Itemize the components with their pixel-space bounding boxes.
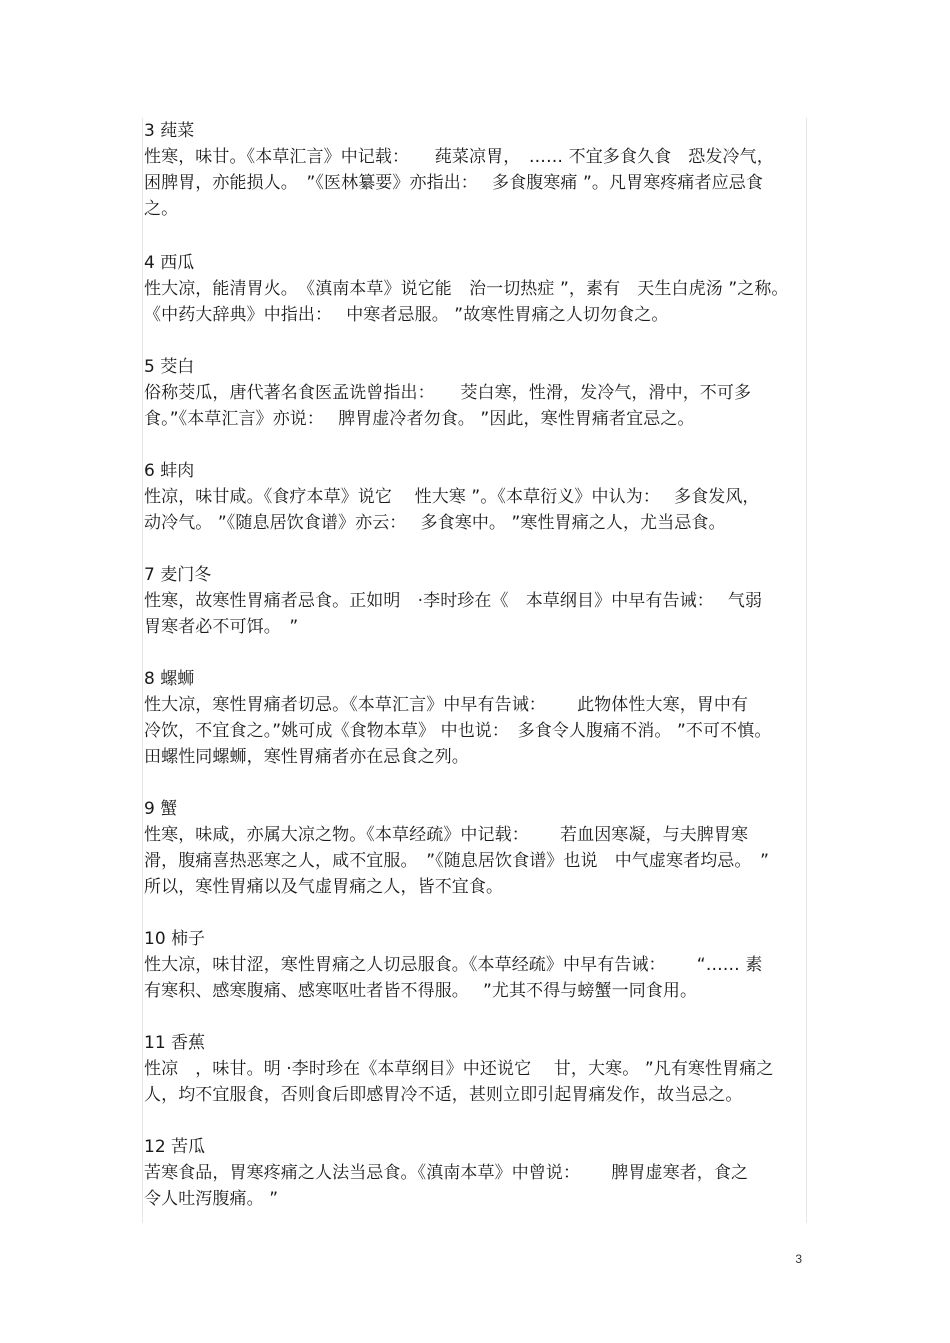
entry-line: 胃寒者必不可饵。 ” xyxy=(144,617,299,637)
entry-line: 性寒，故寒性胃痛者忌食。正如明 ·李时珍在《 本草纲目》中早有告诫： 气弱 xyxy=(144,591,763,611)
entry-line: 性凉 ，味甘。明 ·李时珍在《本草纲目》中还说它 甘，大寒。 ”凡有寒性胃痛之 xyxy=(144,1059,774,1079)
entry-line: 滑，腹痛喜热恶寒之人，咸不宜服。 ”《随息居饮食谱》也说 中气虚寒者均忌。 ” xyxy=(144,851,770,871)
entry-line: 性寒，味甘。《本草汇言》中记载： 莼菜凉胃， …… 不宜多食久食 恐发冷气， xyxy=(144,147,774,167)
entry-title: 3 莼菜 xyxy=(144,121,195,141)
entry-title: 11 香蕉 xyxy=(144,1033,206,1053)
entry-line: 令人吐泻腹痛。 ” xyxy=(144,1189,279,1209)
entry-line: 所以，寒性胃痛以及气虚胃痛之人，皆不宜食。 xyxy=(144,877,504,897)
entry-title: 7 麦门冬 xyxy=(144,565,212,585)
entry-line: 性大凉，能清胃火。 《滇南本草》说它能 治一切热症 ”，素有 天生白虎汤 ”之称。 xyxy=(144,279,789,299)
entry-line: 《中药大辞典》中指出： 中寒者忌服。 ”故寒性胃痛之人切勿食之。 xyxy=(144,305,669,325)
page-number: 3 xyxy=(795,1252,802,1266)
entry-line: 人，均不宜服食，否则食后即感胃冷不适，甚则立即引起胃痛发作，故当忌之。 xyxy=(144,1085,743,1105)
entry-line: 性寒，味咸，亦属大凉之物。《本草经疏》中记载： 若血因寒凝，与夫脾胃寒 xyxy=(144,825,749,845)
entry-line: 俗称茭瓜，唐代著名食医孟诜曾指出： 茭白寒，性滑，发冷气，滑中，不可多 xyxy=(144,383,752,403)
entry-line: 田螺性同螺蛳，寒性胃痛者亦在忌食之列。 xyxy=(144,747,469,767)
entry-line: 冷饮，不宜食之。”姚可成《食物本草》 中也说： 多食令人腹痛不消。 ”不可不慎。 xyxy=(144,721,772,741)
entry-title: 8 螺蛳 xyxy=(144,669,195,689)
entry-7 xyxy=(144,562,808,640)
entry-6 xyxy=(144,458,808,536)
entry-line: 有寒积、感寒腹痛、感寒呕吐者皆不得服。 ”尤其不得与螃蟹一同食用。 xyxy=(144,981,698,1001)
entry-line: 之。 xyxy=(144,199,179,219)
entry-title: 5 茭白 xyxy=(144,357,195,377)
entry-line: 性大凉，寒性胃痛者切忌。《本草汇言》中早有告诫： 此物体性大寒，胃中有 xyxy=(144,695,749,715)
entry-12 xyxy=(144,1134,808,1212)
entry-line: 性大凉，味甘涩，寒性胃痛之人切忌服食。《本草经疏》中早有告诫： “…… 素 xyxy=(144,955,763,975)
entry-8 xyxy=(144,666,808,770)
document-content xyxy=(144,118,808,1212)
entry-title: 6 蚌肉 xyxy=(144,461,195,481)
entry-5 xyxy=(144,354,808,432)
entry-10 xyxy=(144,926,808,1004)
entry-line: 食。”《本草汇言》亦说： 脾胃虚冷者勿食。 ”因此，寒性胃痛者宜忌之。 xyxy=(144,409,695,429)
entry-title: 9 蟹 xyxy=(144,799,178,819)
left-margin-rule xyxy=(142,118,143,1223)
entry-3 xyxy=(144,118,808,222)
entry-11 xyxy=(144,1030,808,1108)
entry-line: 困脾胃，亦能损人。 ”《医林纂要》亦指出： 多食腹寒痛 ”。凡胃寒疼痛者应忌食 xyxy=(144,173,763,193)
entry-line: 动冷气。 ”《随息居饮食谱》亦云： 多食寒中。 ”寒性胃痛之人，尤当忌食。 xyxy=(144,513,726,533)
entry-9 xyxy=(144,796,808,900)
entry-title: 10 柿子 xyxy=(144,929,206,949)
entry-line: 性凉，味甘咸。《食疗本草》说它 性大寒 ”。《本草衍义》中认为： 多食发风， xyxy=(144,487,760,507)
entry-title: 12 苦瓜 xyxy=(144,1137,206,1157)
entry-4 xyxy=(144,250,808,328)
entry-line: 苦寒食品，胃寒疼痛之人法当忌食。《滇南本草》中曾说： 脾胃虚寒者，食之 xyxy=(144,1163,749,1183)
entry-title: 4 西瓜 xyxy=(144,253,195,273)
